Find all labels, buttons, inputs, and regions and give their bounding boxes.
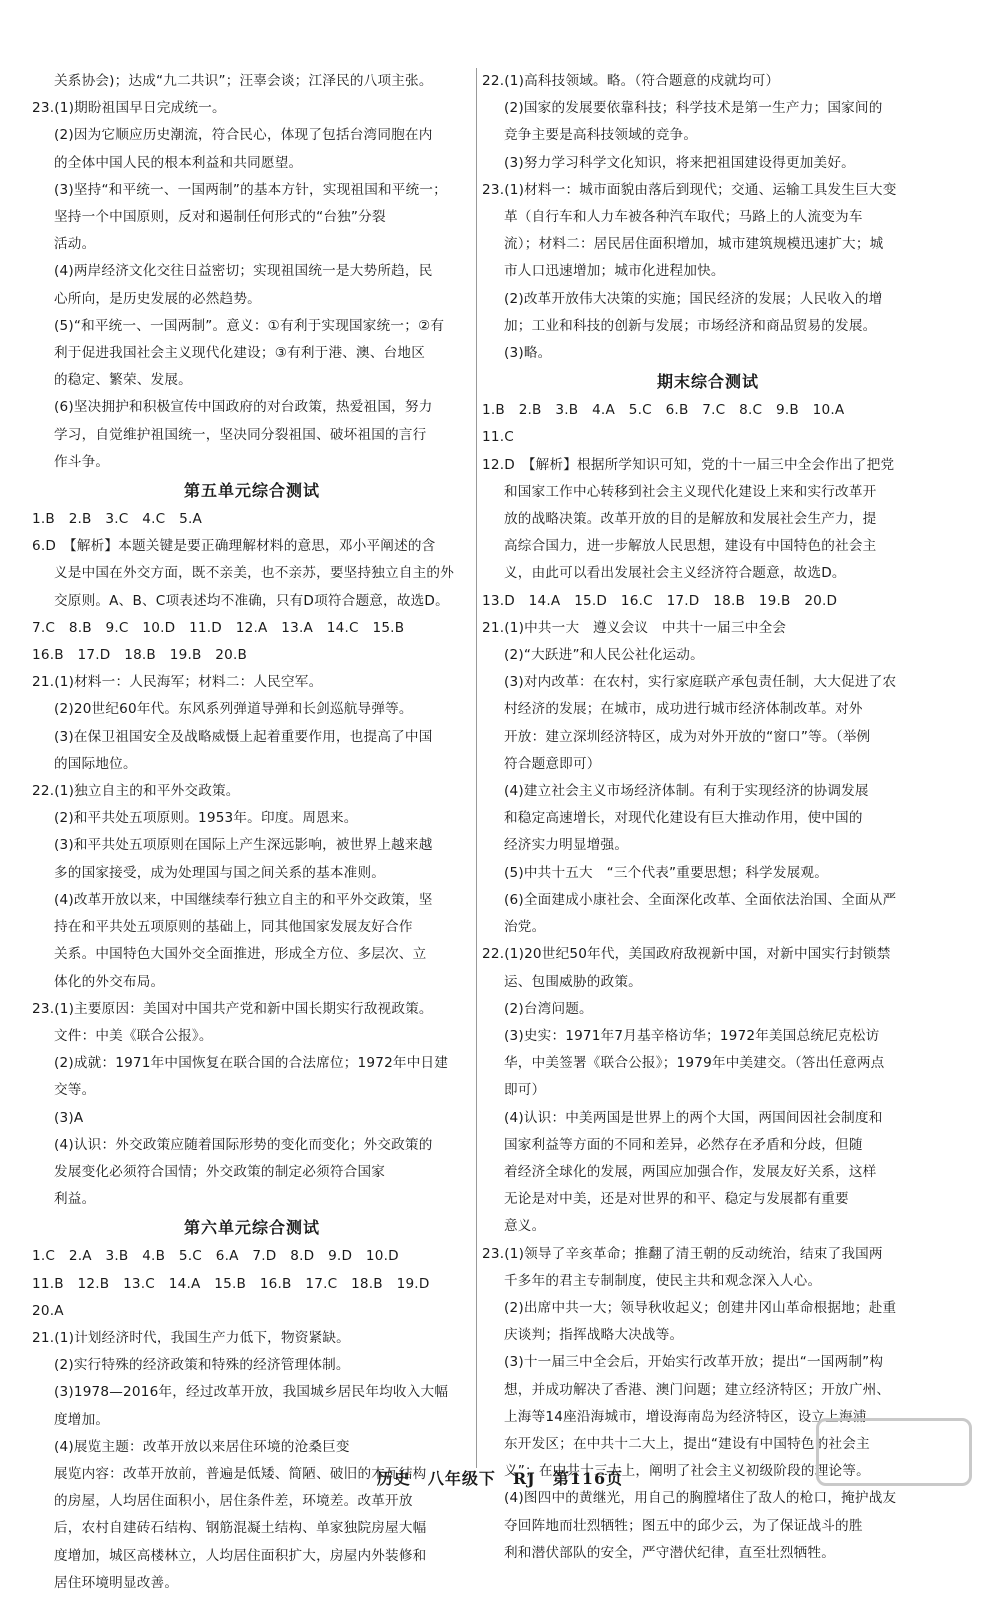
answer-line: 利和潜伏部队的安全，严守潜伏纪律，直至壮烈牺牲。 (504, 1544, 836, 1561)
answer-line: 23.(1)材料一：城市面貌由落后到现代；交通、运输工具发生巨大变 (482, 181, 897, 198)
answer-line: 革（自行车和人力车被各种汽车取代；马路上的人流变为车 (504, 209, 863, 226)
unit5-answers (32, 506, 472, 1213)
right-column (482, 68, 934, 1567)
answer-line: 交等。 (54, 1082, 96, 1099)
answer-line: 23.(1)期盼祖国早日完成统一。 (32, 100, 226, 117)
answer-line: 夺回阵地而壮烈牺牲；图五中的邱少云，为了保证战斗的胜 (504, 1517, 863, 1534)
answer-line: 度增加，城区高楼林立，人均居住面积扩大，房屋内外装修和 (54, 1547, 427, 1564)
answer-line: 国家利益等方面的不同和差异，必然存在矛盾和分歧，但随 (504, 1136, 863, 1153)
answer-line: (4)图四中的黄继光，用自己的胸膛堵住了敌人的枪口，掩护战友 (504, 1490, 897, 1507)
answer-line: 意义。 (504, 1218, 546, 1235)
answer-line: 16.B 17.D 18.B 19.B 20.B (32, 647, 248, 664)
answer-line: 利于促进我国社会主义现代化建设；③有利于港、澳、台地区 (54, 345, 426, 362)
answer-line: (2)台湾问题。 (504, 1000, 593, 1017)
answer-line: (4)认识：中美两国是世界上的两个大国，两国间因社会制度和 (504, 1109, 883, 1126)
final-test-answers (482, 397, 934, 1567)
page-footer: 历史 八年级下 RJ 第116页 (376, 1469, 624, 1488)
answer-line: 的稳定、繁荣、发展。 (54, 372, 192, 389)
answer-line: 庆谈判；指挥战略大决战等。 (504, 1327, 684, 1344)
answer-line: (2)出席中共一大；领导秋收起义；创建井冈山革命根据地；赴重 (504, 1299, 897, 1316)
answer-line: 20.A (32, 1302, 64, 1319)
unit6-answers-cont (482, 68, 934, 367)
answer-line: 市人口迅速增加；城市化进程加快。 (504, 263, 725, 280)
answer-line: (2)国家的发展要依靠科技；科学技术是第一生产力；国家间的 (504, 100, 883, 117)
answer-line: 22.(1)独立自主的和平外交政策。 (32, 783, 240, 800)
answer-line: 度增加。 (54, 1411, 110, 1428)
answer-line: 加；工业和科技的创新与发展；市场经济和商品贸易的发展。 (504, 317, 877, 334)
answer-line: 东开发区；在中共十二大上，提出“建设有中国特色的社会主 (504, 1435, 870, 1452)
answer-line: 运、包围威胁的政策。 (504, 973, 642, 990)
answer-line: 关系协会)；达成“九二共识”；汪辜会谈；江泽民的八项主张。 (54, 73, 433, 89)
answer-line: 开放：建立深圳经济特区，成为对外开放的“窗口”等。（举例 (504, 728, 871, 745)
answer-line: 的全体中国人民的根本利益和共同愿望。 (54, 154, 303, 171)
unit6-answers (32, 1243, 472, 1597)
answer-line: 符合题意即可） (504, 755, 601, 772)
answer-line: (6)坚决拥护和积极宣传中国政府的对台政策，热爱祖国，努力 (54, 399, 433, 416)
answer-line: 后，农村自建砖石结构、钢筋混凝土结构、单家独院房屋大幅 (54, 1520, 427, 1537)
answer-line: (2)“大跃进”和人民公社化运动。 (504, 647, 704, 664)
unit4-answers-tail (32, 68, 472, 476)
answer-line: 着经济全球化的发展，两国应加强合作，发展友好关系，这样 (504, 1163, 877, 1180)
answer-line: 11.C (482, 429, 514, 446)
answer-line: 经济实力明显增强。 (504, 837, 629, 854)
answer-line: 放的战略决策。改革开放的目的是解放和发展社会生产力，提 (504, 511, 877, 528)
answer-line: 活动。 (54, 236, 96, 253)
answer-line: (4)两岸经济文化交往日益密切；实现祖国统一是大势所趋，民 (54, 263, 433, 280)
answer-line: (6)全面建成小康社会、全面深化改革、全面依法治国、全面从严 (504, 891, 897, 908)
answer-line: 关系。中国特色大国外交全面推进，形成全方位、多层次、立 (54, 946, 427, 963)
answer-line: 和稳定高速增长，对现代化建设有巨大推动作用，使中国的 (504, 810, 863, 827)
answer-line: (3)努力学习科学文化知识，将来把祖国建设得更加美好。 (504, 154, 855, 171)
answer-line: 12.D 【解析】根据所学知识可知，党的十一届三中全会作出了把党 (482, 456, 895, 473)
watermark-frame (816, 1418, 972, 1486)
answer-line: 发展变化必须符合国情；外交政策的制定必须符合国家 (54, 1163, 386, 1180)
answer-line: (2)改革开放伟大决策的实施；国民经济的发展；人民收入的增 (504, 290, 883, 307)
answer-line: 的国际地位。 (54, 755, 137, 772)
answer-line: (3)史实：1971年7月基辛格访华；1972年美国总统尼克松访 (504, 1027, 880, 1044)
answer-line: 居住环境明显改善。 (54, 1574, 179, 1591)
answer-line: 1.C 2.A 3.B 4.B 5.C 6.A 7.D 8.D 9.D 10.D (32, 1248, 399, 1265)
answer-line: 23.(1)领导了辛亥革命；推翻了清王朝的反动统治，结束了我国两 (482, 1245, 883, 1262)
answer-line: 11.B 12.B 13.C 14.A 15.B 16.B 17.C 18.B 19.D (32, 1275, 430, 1292)
answer-line: 想，并成功解决了香港、澳门问题；建立经济特区；开放广州、 (504, 1381, 891, 1398)
answer-line: 村经济的发展；在城市，成功进行城市经济体制改革。对外 (504, 701, 863, 718)
left-column (32, 68, 472, 1597)
answer-line: 和国家工作中心转移到社会主义现代化建设上来和实行改革开 (504, 483, 877, 500)
answer-line: (3)坚持“和平统一、一国两制”的基本方针，实现祖国和平统一； (54, 181, 447, 198)
answer-line: 13.D 14.A 15.D 16.C 17.D 18.B 19.B 20.D (482, 592, 838, 609)
answer-line: (2)成就：1971年中国恢复在联合国的合法席位；1972年中日建 (54, 1055, 449, 1072)
answer-line: (3)在保卫祖国安全及战略威慑上起着重要作用，也提高了中国 (54, 728, 433, 745)
answer-line: 作斗争。 (54, 453, 110, 470)
answer-line: (4)展览主题：改革开放以来居住环境的沧桑巨变 (54, 1438, 350, 1455)
answer-line: 文件：中美《联合公报》。 (54, 1027, 213, 1044)
answer-line: 1.B 2.B 3.C 4.C 5.A (32, 511, 202, 528)
answer-line: (4)认识：外交政策应随着国际形势的变化而变化；外交政策的 (54, 1136, 433, 1153)
answer-line: 义是中国在外交方面，既不亲美，也不亲苏，要坚持独立自主的外 (54, 565, 455, 582)
answer-line: 的房屋，人均居住面积小，居住条件差，环境差。改革开放 (54, 1493, 413, 1510)
answer-line: (2)实行特殊的经济政策和特殊的经济管理体制。 (54, 1357, 350, 1374)
answer-line: (3)略。 (504, 345, 552, 362)
answer-line: 23.(1)主要原因：美国对中国共产党和新中国长期实行敌视政策。 (32, 1000, 433, 1017)
answer-line: 高综合国力，进一步解放人民思想，建设有中国特色的社会主 (504, 538, 877, 555)
answer-line: 21.(1)计划经济时代，我国生产力低下，物资紧缺。 (32, 1329, 350, 1346)
answer-line: 千多年的君主专制制度，使民主共和观念深入人心。 (504, 1272, 822, 1289)
answer-line: 体化的外交布局。 (54, 973, 165, 990)
section-title-final: 期末综合测试 (656, 372, 759, 392)
section-title-unit5: 第五单元综合测试 (183, 481, 320, 501)
answer-line: (5)“和平统一、一国两制”。意义：①有利于实现国家统一；②有 (54, 317, 445, 334)
answer-line: 多的国家接受，成为处理国与国之间关系的基本准则。 (54, 864, 386, 881)
answer-line: 展览内容：改革开放前，普遍是低矮、简陋、破旧的木瓦结构 (54, 1465, 427, 1482)
answer-line: 利益。 (54, 1191, 96, 1208)
answer-line: 21.(1)中共一大 遵义会议 中共十一届三中全会 (482, 619, 787, 636)
answer-line: (3)1978—2016年，经过改革开放，我国城乡居民年均收入大幅 (54, 1384, 449, 1401)
answer-line: 竞争主要是高科技领域的竞争。 (504, 127, 698, 144)
answer-line: (2)和平共处五项原则。1953年。印度。周恩来。 (54, 810, 358, 827)
answer-line: (2)20世纪60年代。东风系列弹道导弹和长剑巡航导弹等。 (54, 701, 413, 718)
answer-line: (5)中共十五大 “三个代表”重要思想；科学发展观。 (504, 864, 829, 881)
answer-line: (4)改革开放以来，中国继续奉行独立自主的和平外交政策，坚 (54, 891, 433, 908)
answer-line: (3)和平共处五项原则在国际上产生深远影响，被世界上越来越 (54, 837, 433, 854)
answer-line: 上海等14座沿海城市，增设海南岛为经济特区，设立上海浦 (504, 1408, 867, 1425)
answer-line: 义”；在中共十三大上，阐明了社会主义初级阶段的理论等。 (504, 1463, 870, 1480)
answer-line: 华，中美签署《联合公报》；1979年中美建交。（答出任意两点 (504, 1055, 885, 1072)
answer-line: 22.(1)高科技领域。略。（符合题意的戍就均可） (482, 73, 780, 89)
answer-line: (4)建立社会主义市场经济体制。有利于实现经济的协调发展 (504, 783, 869, 800)
answer-line: 即可） (504, 1082, 546, 1099)
answer-line: 7.C 8.B 9.C 10.D 11.D 12.A 13.A 14.C 15.B (32, 619, 405, 636)
answer-line: 无论是对中美，还是对世界的和平、稳定与发展都有重要 (504, 1191, 849, 1208)
answer-line: (2)因为它顺应历史潮流，符合民心，体现了包括台湾同胞在内 (54, 127, 433, 144)
column-divider (476, 68, 477, 1468)
answer-line: 流）；材料二：居民居住面积增加，城市建筑规模迅速扩大；城 (504, 236, 884, 253)
section-title-unit6: 第六单元综合测试 (183, 1218, 320, 1238)
answer-line: 心所向，是历史发展的必然趋势。 (54, 290, 261, 307)
answer-line: 义，由此可以看出发展社会主义经济符合题意，故选D。 (504, 565, 846, 582)
answer-line: (3)十一届三中全会后，开始实行改革开放；提出“一国两制”构 (504, 1354, 884, 1371)
answer-line: (3)对内改革：在农村，实行家庭联产承包责任制，大大促进了农 (504, 674, 897, 691)
answer-line: 坚持一个中国原则，反对和遏制任何形式的“台独”分裂 (54, 209, 386, 226)
answer-line: 21.(1)材料一：人民海军；材料二：人民空军。 (32, 674, 323, 691)
answer-line: 持在和平共处五项原则的基础上，同其他国家发展友好合作 (54, 919, 413, 936)
watermark-logo (812, 1418, 972, 1508)
answer-line: 6.D 【解析】本题关键是要正确理解材料的意思，邓小平阐述的含 (32, 538, 436, 555)
answer-line: (3)A (54, 1109, 84, 1126)
answer-line: 治党。 (504, 919, 546, 936)
answer-line: 交原则。A、B、C项表述均不准确，只有D项符合题意，故选D。 (54, 592, 449, 609)
answer-line: 学习，自觉维护祖国统一，坚决同分裂祖国、破坏祖国的言行 (54, 426, 427, 443)
answer-line: 22.(1)20世纪50年代，美国政府敌视新中国，对新中国实行封锁禁 (482, 946, 891, 963)
answer-line: 1.B 2.B 3.B 4.A 5.C 6.B 7.C 8.C 9.B 10.A (482, 402, 845, 419)
